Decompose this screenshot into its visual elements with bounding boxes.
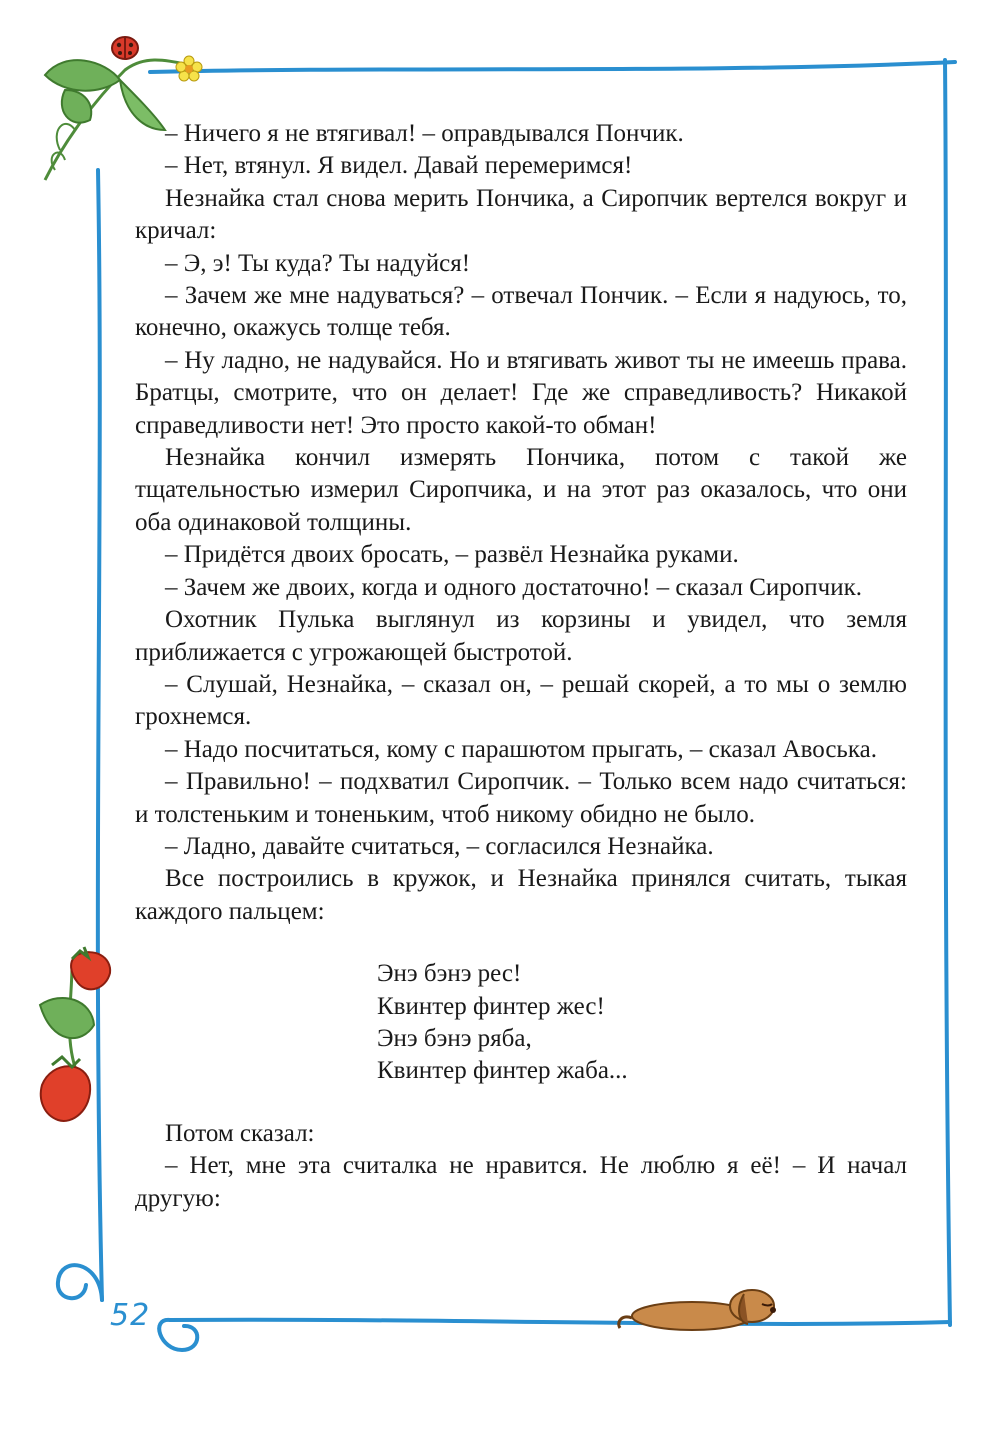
- verse-line: Энэ бэнэ ряба,: [377, 1024, 532, 1052]
- paragraph: – Зачем же мне надуваться? – отвечал Пончик. – Если я надуюсь, то, конечно, окажусь толще тебя.: [135, 282, 907, 342]
- paragraph: – Нет, мне эта считалка не нравится. Не люблю я её! – И начал другую:: [135, 1152, 907, 1212]
- paragraph: Незнайка стал снова мерить Пончика, а Сиропчик вертелся вокруг и кричал:: [135, 184, 907, 245]
- verse-line: Энэ бэнэ рес!: [377, 960, 522, 988]
- paragraph: Потом сказал:: [165, 1119, 315, 1147]
- paragraph: Все построились в кружок, и Незнайка принялся считать, тыкая каждого пальцем:: [135, 865, 907, 925]
- verse-line: Квинтер финтер жес!: [377, 992, 605, 1020]
- verse-line: Квинтер финтер жаба...: [377, 1057, 628, 1085]
- paragraph: – Надо посчитаться, кому с парашютом прыгать, – сказал Авоська.: [165, 735, 877, 763]
- sleeping-dog-icon: [612, 1278, 787, 1338]
- paragraph: – Э, э! Ты куда? Ты надуйся!: [165, 249, 471, 277]
- paragraph: Охотник Пулька выглянул из корзины и увидел, что земля приближается с угрожающей быстротой.: [135, 606, 907, 666]
- paragraph: – Нет, втянул. Я видел. Давай перемеримся!: [165, 152, 633, 180]
- ladybug-icon: [108, 32, 142, 62]
- paragraph: – Ладно, давайте считаться, – согласился Незнайка.: [165, 832, 714, 860]
- paragraph: – Правильно! – подхватил Сиропчик. – Только всем надо считаться: и толстеньким и тоненьким, чтоб никому обидно не было.: [135, 768, 907, 828]
- paragraph: – Слушай, Незнайка, – сказал он, – решай скорей, а то мы о землю грохнемся.: [135, 670, 907, 731]
- main-text: [135, 118, 907, 1215]
- paragraph: Незнайка кончил измерять Пончика, потом с такой же тщательностью измерил Сиропчика, и на этот раз оказалось, что они оба одинаковой толщины.: [135, 444, 907, 536]
- page-number: 52: [110, 1298, 151, 1333]
- paragraph: – Зачем же двоих, когда и одного достаточно! – сказал Сиропчик.: [165, 573, 862, 601]
- counting-rhyme: [377, 958, 907, 1088]
- flower-icon: [174, 54, 204, 84]
- paragraph: – Придётся двоих бросать, – развёл Незнайка руками.: [165, 541, 739, 569]
- strawberry-icon: [32, 945, 122, 1145]
- paragraph: – Ничего я не втягивал! – оправдывался Пончик.: [165, 120, 684, 147]
- paragraph: – Ну ладно, не надувайся. Но и втягивать живот ты не имеешь права. Братцы, смотрите, что он делает! Где же справедливость? Никакой справедливости нет! Это просто какой-то обман!: [135, 346, 907, 439]
